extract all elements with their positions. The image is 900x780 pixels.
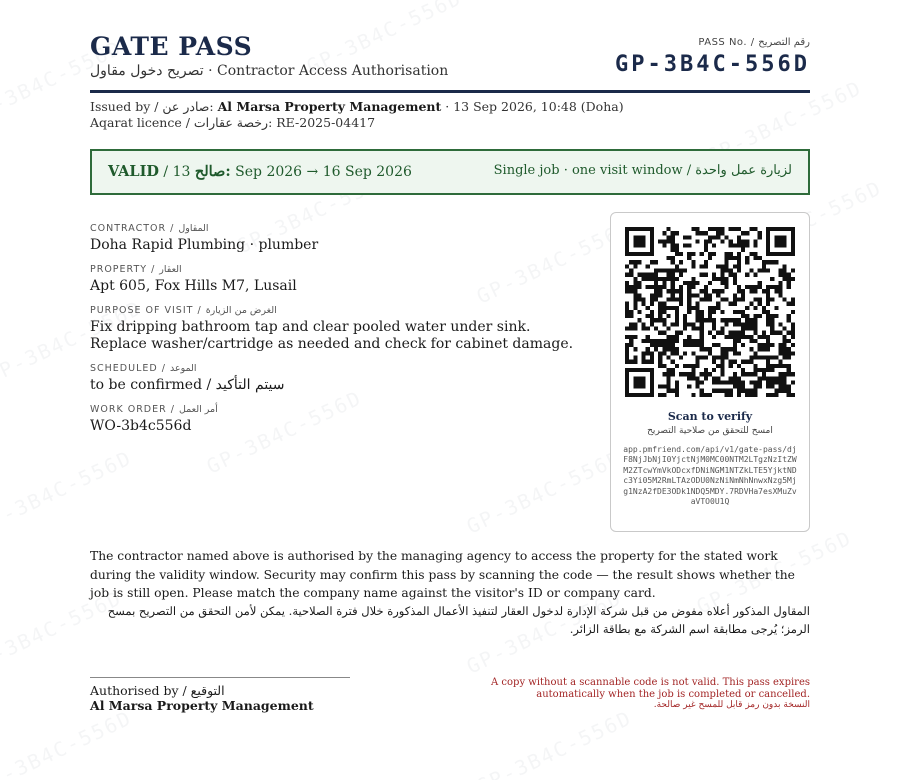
issued-by-line: Issued by / صادر عن: Al Marsa Property Management · 13 Sep 2026, 10:48 (Doha) bbox=[90, 99, 624, 114]
gate-pass-document bbox=[90, 0, 810, 780]
validity-banner bbox=[90, 149, 810, 195]
validity-scope: Single job · one visit window / لزيارة عمل واحدة bbox=[493, 163, 792, 178]
issued-by-label: Issued by / صادر عن: bbox=[90, 99, 214, 114]
qr-code-icon[interactable] bbox=[625, 227, 795, 397]
validity-status: VALID bbox=[108, 163, 159, 180]
scan-subtitle: امسح للتحقق من صلاحية التصريح bbox=[647, 426, 773, 436]
verify-url[interactable]: app.pmfriend.com/api/v1/gate-pass/djF8NjJbNjI0YjctNjM0MC00NTM2LTgzNzItZWM2ZTcwYmVkODcxfDNiNGM1NTZkLTE5YjktNDc3Yi05M2RmLTAzODU0NzNiNmNhNnwxNzg5Mjg1NzA2fDE3ODk1NDQ5MDY.7RDVHa7esXMuZvaVTO0U1Q bbox=[623, 445, 797, 507]
issuer-block bbox=[90, 99, 624, 131]
signature-line bbox=[90, 677, 350, 678]
details-list bbox=[90, 222, 590, 444]
field-label: SCHEDULED / الموعد bbox=[90, 363, 197, 374]
licence-line bbox=[90, 115, 624, 131]
field-value: WO-3b4c556d bbox=[90, 418, 192, 434]
field-label: PURPOSE OF VISIT / الغرض من الزيارة bbox=[90, 305, 277, 316]
field-value: Fix dripping bathroom tap and clear pooled water under sink. Replace washer/cartridge as needed and check for cabinet damage. bbox=[90, 319, 574, 352]
scan-title: Scan to verify bbox=[667, 410, 753, 423]
field-label: CONTRACTOR / المقاول bbox=[90, 223, 209, 234]
subtitle-english: Contractor Access Authorisation bbox=[217, 63, 449, 79]
field-value: Apt 605, Fox Hills M7, Lusail bbox=[90, 278, 297, 294]
field-value: Doha Rapid Plumbing · plumber bbox=[90, 237, 319, 253]
validity-window-label: صالح: bbox=[194, 163, 231, 180]
subtitle bbox=[90, 63, 448, 79]
field-label: WORK ORDER / أمر العمل bbox=[90, 404, 218, 415]
validity-range: Sep 2026 → 16 Sep 2026 bbox=[235, 164, 412, 180]
field-work-order bbox=[90, 403, 590, 435]
page-title: GATE PASS bbox=[90, 32, 253, 61]
field-property bbox=[90, 263, 590, 295]
signature-name: Al Marsa Property Management bbox=[90, 698, 314, 713]
validity-window: VALID / 13 صالح: Sep 2026 → 16 Sep 2026 bbox=[108, 163, 412, 180]
warning-english: A copy without a scannable code is not valid. This pass expires automatically when the job is completed or cancelled. bbox=[491, 677, 810, 700]
licence-number: RE-2025-04417 bbox=[276, 115, 376, 130]
pass-number-label: PASS No. / رقم التصريح bbox=[698, 37, 810, 48]
field-value: to be confirmed / سيتم التأكيد bbox=[90, 377, 285, 393]
qr-verify-card bbox=[610, 212, 810, 532]
header bbox=[90, 32, 810, 92]
validity-from: 13 bbox=[172, 164, 191, 180]
authorisation-text-english: The contractor named above is authorised by the managing agency to access the property for the stated work during the validity window. Security may confirm this pass by scanning the code — the result shows whether the job is still open. Please match the company name against the visitor's ID or company card. bbox=[90, 549, 795, 600]
field-contractor bbox=[90, 222, 590, 254]
field-purpose bbox=[90, 304, 590, 353]
licence-label: Aqarat licence / رخصة عقارات: bbox=[90, 115, 273, 130]
qr-modules bbox=[625, 227, 795, 397]
header-divider bbox=[90, 90, 810, 93]
subtitle-separator: · bbox=[208, 63, 218, 79]
subtitle-arabic: تصريح دخول مقاول bbox=[90, 63, 204, 79]
issued-at: 13 Sep 2026, 10:48 (Doha) bbox=[453, 99, 624, 114]
authorisation-text-arabic: المقاول المذكور أعلاه مفوض من قبل شركة الإدارة لدخول العقار لتنفيذ الأعمال المذكورة خلال فترة الصلاحية. يمكن لأمن التحقق من التصريح بمسح الرمز؛ يُرجى مطابقة اسم الشركة مع بطاقة الزائر. bbox=[107, 604, 810, 636]
validity-warning bbox=[480, 677, 810, 712]
pass-number: GP-3B4C-556D bbox=[615, 52, 810, 77]
signature-label: Authorised by / التوقيع bbox=[90, 683, 225, 698]
issuer-agency: Al Marsa Property Management bbox=[217, 99, 442, 114]
field-label: PROPERTY / العقار bbox=[90, 264, 182, 275]
field-scheduled bbox=[90, 362, 590, 394]
warning-arabic: النسخة بدون رمز قابل للمسح غير صالحة. bbox=[653, 700, 810, 710]
